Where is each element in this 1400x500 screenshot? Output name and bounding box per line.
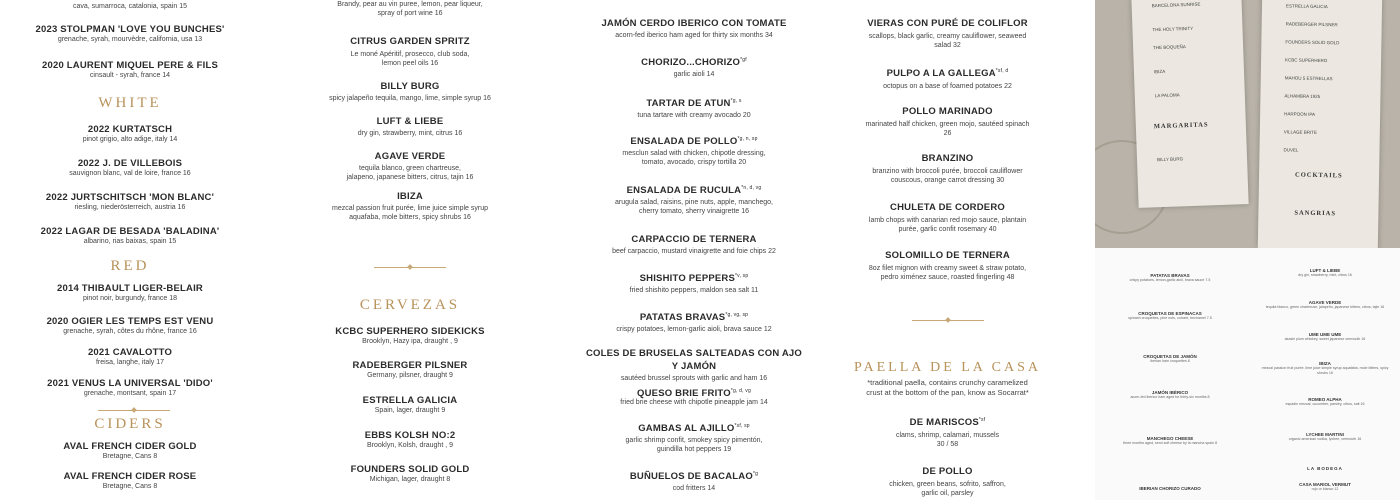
section-divider [374, 267, 446, 268]
item-description: branzino with broccoli purée, broccoli cauliflower [872, 168, 1023, 176]
menu-item [0, 226, 260, 246]
item-description: clams, shrimp, calamari, mussels [895, 432, 1000, 440]
item-description: dry gin, strawberry, mint, citrus 16 [357, 130, 463, 137]
thumb-item-desc: akashi plum whiskey, sweet japanese vermouth 16 [1284, 337, 1366, 341]
item-description: Brooklyn, Hazy ipa, draught , 9 [362, 338, 458, 345]
thumb-section [1260, 466, 1390, 471]
item-description: cod fritters 14 [672, 485, 716, 493]
thumb-item-desc: espadin mezcal, cucumber, parsley, citrus, salt 16 [1285, 402, 1365, 406]
thumb-item [1260, 432, 1390, 442]
thumb-item [1260, 332, 1390, 342]
item-description: marinated half chicken, green mojo, sautéed spinach [865, 121, 1030, 129]
allergen-tag: *sf [978, 417, 986, 423]
item-description: garlic aioli 14 [673, 71, 715, 79]
item-name: PULPO A LA GALLEGA [886, 68, 996, 80]
thumb-item [1105, 273, 1235, 283]
item-description: cava, sumarroca, catalonia, spain 15 [72, 3, 187, 10]
menu-item [0, 347, 260, 367]
item-description: Brooklyn, Kolsh, draught , 9 [367, 442, 453, 449]
tapas-column [583, 0, 805, 500]
menu-item [300, 395, 520, 415]
menu-item [0, 471, 260, 491]
item-description: albarino, rias baixas, spain 15 [83, 238, 177, 245]
menu-page-heading: MARGARITAS [1153, 121, 1209, 131]
item-description: garlic shrimp confit, smokey spicy pimentón, [625, 437, 763, 445]
item-name: JAMÓN CERDO IBERICO CON TOMATE [601, 18, 787, 30]
item-name: POLLO MARINADO [902, 106, 993, 118]
item-description: 8oz filet mignon with creamy sweet & straw potato, [868, 265, 1027, 273]
item-description: freisa, langhe, italy 17 [95, 359, 165, 366]
item-description: lamb chops with canarian red mojo sauce, plantain [868, 217, 1027, 225]
item-description: mesclun salad with chicken, chipotle dressing, [622, 150, 766, 158]
item-name: GAMBAS AL AJILLO [638, 423, 735, 435]
thumb-item-desc: rojo or blanco 12 [1311, 487, 1339, 491]
item-name: QUESO BRIE FRITO [637, 388, 731, 400]
menu-item [583, 96, 805, 120]
item-description: spray of port wine 16 [377, 10, 443, 17]
menu-item [583, 348, 805, 383]
thumb-item-name: CROQUETAS DE ESPINACAS [1138, 311, 1202, 316]
item-name: CITRUS GARDEN SPRITZ [350, 36, 470, 47]
menu-item [583, 16, 805, 40]
menu-item [300, 116, 520, 138]
thumb-item-desc: mezcal passion fruit purée, lime juice simple syrup aquafaba, mole bitters, spicy shrubs 16 [1261, 366, 1389, 375]
thumb-item-name: IBERIAN CHORIZO CURADO [1139, 486, 1201, 491]
item-description: Bretagne, Cans 8 [102, 453, 158, 460]
menu-item [583, 183, 805, 216]
menu-item [840, 200, 1055, 234]
item-description: Le moné Apéritif, prosecco, club soda, [350, 51, 470, 58]
thumb-item-desc: iberian ham croquettes 8 [1150, 359, 1190, 363]
menu-page-line: DUVEL [1283, 147, 1299, 153]
item-description: couscous, orange carrot dressing 30 [890, 177, 1005, 185]
item-description: crispy potatoes, lemon-garlic aioli, brava sauce 12 [616, 326, 772, 334]
thumb-item-name: IBIZA [1319, 361, 1331, 366]
item-description: Spain, lager, draught 9 [374, 407, 446, 414]
mains-column [840, 0, 1055, 500]
menu-item [300, 464, 520, 484]
item-name: CARPACCIO DE TERNERA [631, 234, 757, 246]
menu-page-line: IBIZA [1153, 68, 1166, 75]
item-name: 2021 CAVALOTTO [87, 347, 173, 358]
allergen-tag: *v, sp [735, 273, 749, 279]
menu-item [583, 134, 805, 167]
thumb-item [1105, 390, 1235, 400]
menu-page-line: THE HOLY TRINITY [1152, 25, 1194, 33]
thumb-item-name: MANCHEGO CHEESE [1146, 436, 1194, 441]
menu-page-line: KCBC SUPERHERO [1285, 57, 1328, 64]
menu-item [300, 191, 520, 222]
item-description: arugula salad, raisins, pine nuts, apple, manchego, [615, 199, 773, 207]
menu-item [840, 104, 1055, 138]
thumb-column-left [1105, 248, 1235, 500]
allergen-tag: *g, vg, sp [725, 312, 749, 318]
item-description: grenache, montsant, spain 17 [83, 390, 177, 397]
menu-item [0, 24, 260, 44]
item-name: 2022 KURTATSCH [87, 124, 173, 135]
thumb-item-desc: crispy potatoes, lemon-garlic aioli, brava sauce 7.5 [1129, 278, 1211, 282]
menu-item [300, 36, 520, 68]
thumb-item-name: CASA MARIOL VERMUT [1299, 482, 1351, 487]
item-description: salad 32 [934, 42, 961, 50]
item-price: 30 / 58 [936, 441, 959, 449]
item-name: TARTAR DE ATUN [646, 98, 731, 110]
item-description: fried shishito peppers, maldon sea salt 11 [629, 287, 759, 295]
section-divider [98, 410, 170, 411]
section-divider [912, 320, 984, 321]
menu-page-line: FOUNDERS SOLID GOLD [1285, 39, 1340, 46]
menu-item [583, 469, 805, 493]
paella-note: *traditional paella, contains crunchy caramelized [867, 378, 1028, 387]
menu-photo [1095, 0, 1400, 248]
thumb-section-title: LA BODEGA [1307, 466, 1343, 471]
item-description: pinot noir, burgundy, france 18 [82, 295, 178, 302]
thumb-item [1260, 482, 1390, 492]
item-description: chicken, green beans, sofrito, saffron, [889, 481, 1006, 489]
item-description: purée, garlic confit rosemary 40 [898, 226, 997, 234]
item-name: LUFT & LIEBE [376, 116, 444, 127]
item-description: pinot grigio, alto adige, italy 14 [82, 136, 178, 143]
menu-item [840, 464, 1055, 498]
menu-item [583, 421, 805, 454]
allergen-tag: *g, s [730, 98, 742, 104]
item-description: garlic oil, parsley [921, 490, 974, 498]
thumb-item-name: UME UME UME [1308, 332, 1342, 337]
item-name: 2022 J. DE VILLEBOIS [77, 158, 183, 169]
item-name: DE POLLO [922, 466, 973, 478]
item-name: ENSALADA DE RUCULA [626, 185, 742, 197]
item-description: aquafaba, mole bitters, spicy shrubs 16 [349, 214, 471, 221]
thumb-item [1105, 354, 1235, 364]
thumb-column-right [1260, 248, 1390, 500]
thumb-item-name: ROMEO ALPHA [1308, 397, 1342, 402]
item-name: BRANZINO [921, 153, 974, 165]
item-name: AGAVE VERDE [374, 151, 446, 162]
menu-item [300, 81, 520, 103]
menu-page-line: BILLY BURG [1156, 156, 1184, 163]
item-description: Bretagne, Cans 8 [102, 483, 158, 490]
thumb-item-desc: spinach croquettes, pine nuts, currant, bechamel 7.5 [1128, 316, 1212, 320]
thumb-item [1260, 361, 1390, 375]
item-description: acorn-fed iberico ham aged for thirty six months 34 [615, 32, 773, 40]
menu-page-left [1131, 0, 1248, 208]
menu-page-right [1258, 0, 1382, 248]
menu-item [583, 232, 805, 256]
item-description: fried brie cheese with chipotle pineapple jam 14 [620, 399, 768, 407]
section-title-ciders: CIDERS [94, 416, 166, 432]
item-name: EBBS KOLSH NO:2 [364, 430, 456, 441]
paella-note: crust at the bottom of the pan, know as Socarrat* [866, 388, 1029, 397]
thumb-item-name: JAMÓN IBÉRICO [1151, 390, 1189, 395]
item-name: KCBC SUPERHERO SIDEKICKS [335, 326, 485, 337]
menu-item [840, 248, 1055, 282]
thumb-item [1260, 397, 1390, 407]
item-name: VIERAS CON PURÉ DE COLIFLOR [867, 18, 1028, 30]
menu-item [0, 158, 260, 178]
item-description: Germany, pilsner, draught 9 [367, 372, 453, 379]
item-description: sautéed brussel sprouts with garlic and ham 16 [620, 375, 768, 383]
section-title-cervezas: CERVEZAS [359, 297, 461, 313]
item-name: ESTRELLA GALICIA [362, 395, 458, 406]
allergen-tag: *sf, sp [734, 423, 750, 429]
item-description: tequila blanco, green chartreuse, [359, 165, 461, 172]
menu-item [583, 310, 805, 334]
item-name: IBIZA [397, 191, 423, 202]
thumb-item-desc: organic american vodka, lychee, vermouth 16 [1288, 437, 1362, 441]
item-description: beef carpaccio, mustard vinaigrette and foie chips 22 [612, 248, 776, 256]
allergen-tag: *n, d, vg [741, 185, 762, 191]
item-description: scallops, black garlic, creamy cauliflower, seaweed [868, 33, 1027, 41]
menu-page-line: MAHOU 5 ESTRELLAS [1284, 75, 1333, 82]
thumb-item-name: AGAVE VERDE [1308, 300, 1342, 305]
item-description: cherry tomato, sherry vinaigrette 16 [638, 208, 750, 216]
allergen-tag: *gf [740, 57, 747, 63]
menu-item [300, 326, 520, 346]
item-description: tuna tartare with creamy avocado 20 [637, 112, 751, 120]
item-name: COLES DE BRUSELAS SALTEADAS CON AJO Y JAMÓN [585, 348, 803, 373]
cocktail-beer-column [300, 0, 520, 500]
thumb-item [1105, 436, 1235, 446]
thumb-item-desc: dry gin, strawberry, mint, citrus 16 [1298, 273, 1352, 277]
menu-thumbnail [1095, 248, 1400, 500]
item-name: ENSALADA DE POLLO [630, 136, 738, 148]
item-name: AVAL FRENCH CIDER ROSE [63, 471, 197, 482]
item-name: 2022 LAGAR DE BESADA 'BALADINA' [40, 226, 220, 237]
item-description: 26 [943, 130, 952, 138]
thumb-item-name: PATATAS BRAVAS [1150, 273, 1190, 278]
thumb-item-name: CROQUETAS DE JAMÓN [1143, 354, 1197, 359]
item-description: riesling, niederösterreich, austria 16 [74, 204, 186, 211]
item-name: 2020 OGIER LES TEMPS EST VENU [46, 316, 214, 327]
menu-page-heading: SANGRIAS [1294, 209, 1337, 218]
item-name: FOUNDERS SOLID GOLD [350, 464, 470, 475]
item-description: Michigan, lager, draught 8 [369, 476, 451, 483]
section-title-paella: PAELLA DE LA CASA [853, 360, 1041, 375]
thumb-item-desc: tequila blanco, green chartreuse, jalapeño, japanese bitters, citrus, tajin 16 [1265, 305, 1385, 309]
menu-page-line: LA PALOMA [1154, 92, 1180, 99]
thumb-item-desc: acorn-fed iberico ham aged for thirty-six months 8 [1130, 395, 1210, 399]
menu-item [583, 386, 805, 407]
menu-item [840, 66, 1055, 91]
menu-item [0, 60, 260, 80]
thumb-item-desc: three months aged, semi soft cheese by la mancha spain 8 [1123, 441, 1217, 445]
menu-item [840, 16, 1055, 50]
menu-item [0, 441, 260, 461]
item-name: 2020 LAURENT MIQUEL PERE & FILS [42, 60, 218, 71]
item-name: CHORIZO...CHORIZO [641, 57, 741, 69]
allergen-tag: *g [752, 471, 759, 477]
item-description: cinsault - syrah, france 14 [89, 72, 171, 79]
item-name: SOLOMILLO DE TERNERA [885, 250, 1010, 262]
menu-item [300, 151, 520, 182]
thumb-item [1105, 311, 1235, 321]
menu-item [0, 316, 260, 336]
item-description: grenache, syrah, mourvèdre, california, usa 13 [57, 36, 203, 43]
menu-item [300, 360, 520, 380]
item-description: grenache, syrah, côtes du rhône, france 16 [63, 328, 197, 335]
menu-item [583, 271, 805, 295]
thumb-item [1260, 268, 1390, 278]
menu-item [0, 124, 260, 144]
item-name: RADEBERGER PILSNER [352, 360, 468, 371]
item-name: AVAL FRENCH CIDER GOLD [63, 441, 197, 452]
item-name: BILLY BURG [380, 81, 440, 92]
menu-page-line: THE BOQUEÑA [1153, 44, 1186, 51]
item-description: guindilla hot peppers 19 [656, 446, 732, 454]
menu-page-heading: COCKTAILS [1295, 171, 1343, 180]
item-description: sauvignon blanc, val de loire, france 16 [69, 170, 191, 177]
menu-item [0, 283, 260, 303]
item-name: BUÑUELOS DE BACALAO [629, 471, 753, 483]
thumb-item-name: LUFT & LIEBE [1309, 268, 1341, 273]
item-description: lemon peel oils 16 [381, 60, 439, 67]
menu-item [840, 151, 1055, 185]
section-title-white: WHITE [98, 95, 162, 111]
allergen-tag: *g, d, vg [730, 388, 751, 394]
item-name: DE MARISCOS [909, 417, 979, 429]
allergen-tag: *sf, d [995, 68, 1009, 74]
menu-item [583, 55, 805, 79]
allergen-tag: *g, n, sp [737, 136, 758, 142]
menu-page-line: BARCELONA SUNRISE [1151, 1, 1201, 9]
thumb-item-name: LYCHEE MARTINI [1306, 432, 1344, 437]
thumb-item [1105, 486, 1235, 491]
item-name: 2022 JURTSCHITSCH 'MON BLANC' [45, 192, 215, 203]
item-name: PATATAS BRAVAS [639, 312, 726, 324]
thumb-item [1260, 300, 1390, 310]
item-name: 2014 THIBAULT LIGER-BELAIR [57, 283, 203, 294]
menu-page-line: VILLAGE BRITE [1283, 129, 1318, 135]
item-name: CHULETA DE CORDERO [890, 202, 1005, 214]
item-description: mezcal passion fruit purée, lime juice simple syrup [331, 205, 488, 212]
item-description: Brandy, pear au vin puree, lemon, pear liqueur, [337, 1, 483, 8]
item-name: SHISHITO PEPPERS [639, 273, 736, 285]
item-name: 2021 VENUS LA UNIVERSAL 'DIDO' [47, 378, 213, 389]
item-name: 2023 STOLPMAN 'LOVE YOU BUNCHES' [35, 24, 225, 35]
menu-page-line: RADEBERGER PILSNER [1285, 21, 1338, 28]
menu-page-line: ALHAMBRA 1925 [1284, 93, 1321, 99]
section-title-red: RED [110, 258, 150, 274]
wine-column [0, 0, 260, 500]
menu-item [300, 430, 520, 450]
menu-page-line: HARPOON IPA [1284, 111, 1316, 117]
menu-page-line: ESTRELLA GALICIA [1285, 3, 1328, 10]
item-description: octopus on a base of foamed potatoes 22 [883, 83, 1012, 91]
item-description: tomato, avocado, crispy tortilla 20 [641, 159, 747, 167]
item-description: spicy jalapeño tequila, mango, lime, simple syrup 16 [329, 95, 491, 102]
menu-item [0, 192, 260, 212]
item-description: jalapeno, japanese bitters, citrus, tajin 16 [346, 174, 474, 181]
menu-item [840, 415, 1055, 449]
item-description: pedro ximénez sauce, roasted fingerling 48 [880, 274, 1015, 282]
menu-item [0, 378, 260, 398]
